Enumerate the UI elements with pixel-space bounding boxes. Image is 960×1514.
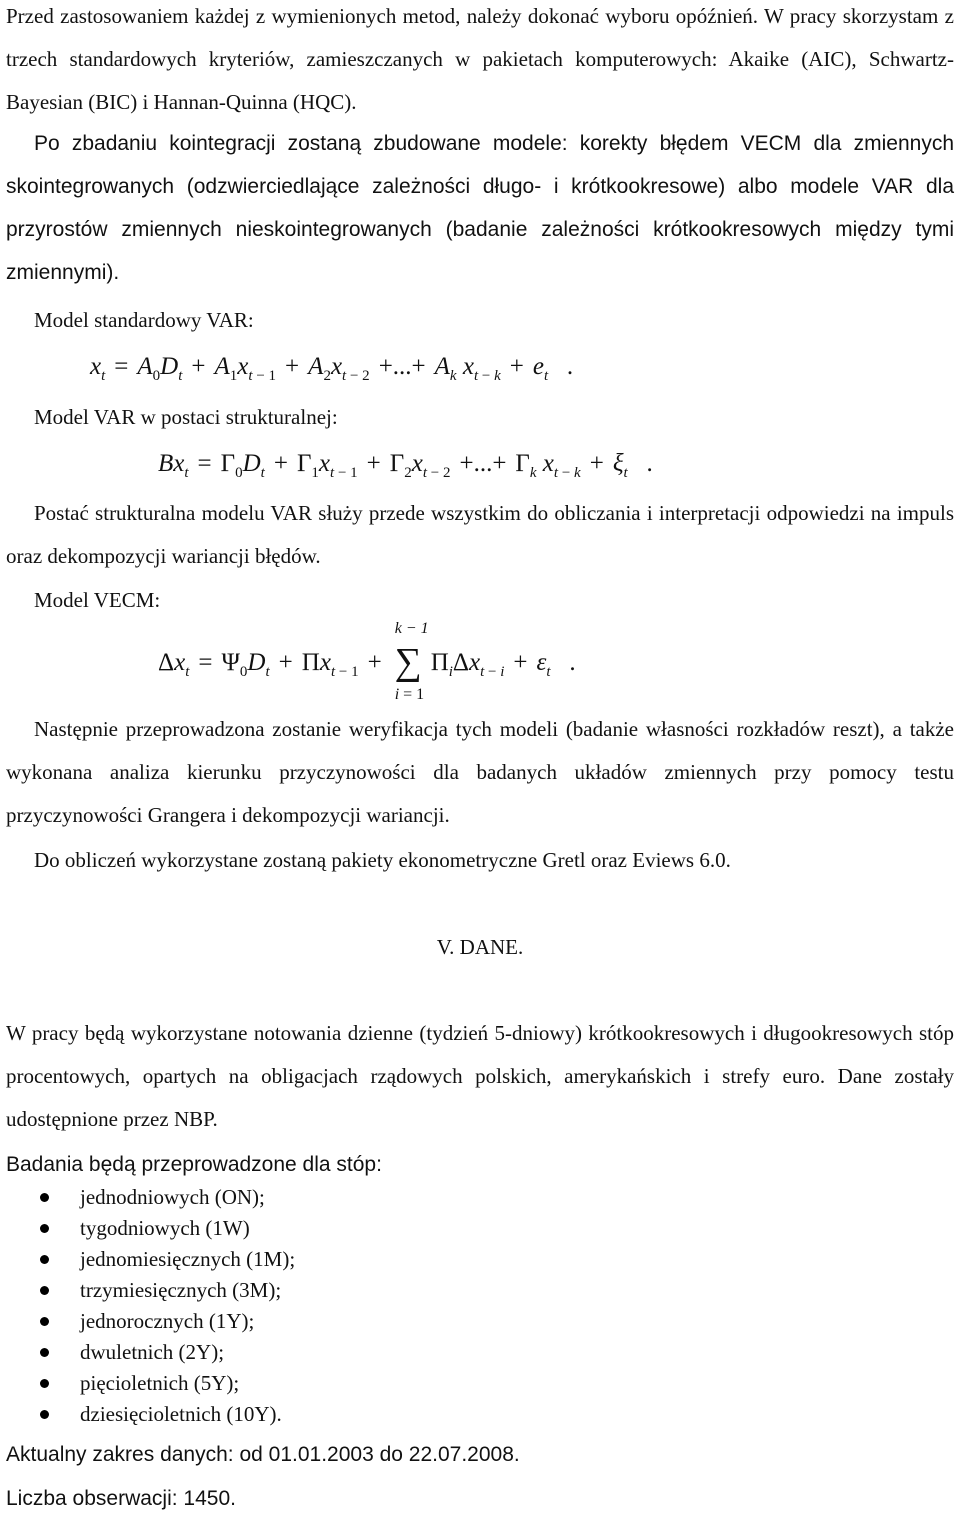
- paragraph-verification: Następnie przeprowadzona zostanie weryfikacja tych modeli (badanie własności rozkładów reszt), a także wykonana analiza kierunku przyczynowości dla badanych układów zmiennych przy pomocy testu przyczynowości Grangera i dekompozycji wariancji.: [6, 717, 954, 827]
- list-item: pięcioletnich (5Y);: [0, 1368, 295, 1399]
- label-standard-var: Model standardowy VAR:: [34, 308, 254, 332]
- bullet-icon: [40, 1193, 49, 1202]
- formula-structural-var: $Bx_t = \Gamma_0D_t + \Gamma_1x_{t - 1} + \Gamma_2x_{t - 2}$ +...+ $\Gamma_k$ $x_{t - k} + \xi_t$ .: [158, 450, 653, 481]
- label-vecm: Model VECM:: [34, 588, 161, 612]
- bullet-icon: [40, 1317, 49, 1326]
- list-item: dziesięcioletnich (10Y).: [0, 1399, 295, 1430]
- paragraph-lag-selection: Przed zastosowaniem każdej z wymienionych metod, należy dokonać wyboru opóźnień. W pracy skorzystam z trzech standardowych kryteriów, zamieszczanych w pakietach komputerowych: Akaike (AIC), Schwartz-Bayesian (BIC) i Hannan-Quinna (HQC).: [6, 4, 954, 114]
- paragraph-data: W pracy będą wykorzystane notowania dzienne (tydzień 5-dniowy) krótkookresowych i długookresowych stóp procentowych, opartych na obligacjach rządowych polskich, amerykańskich i strefy euro. Dane zostały udostępnione przez NBP.: [6, 1021, 954, 1131]
- list-item: jednomiesięcznych (1M);: [0, 1244, 295, 1275]
- bullet-icon: [40, 1255, 49, 1264]
- list-item: tygodniowych (1W): [0, 1213, 295, 1244]
- data-range: Aktualny zakres danych: od 01.01.2003 do 22.07.2008.: [6, 1443, 520, 1466]
- section-heading: V. DANE.: [436, 935, 524, 959]
- rates-list: [0, 1182, 295, 1430]
- label-structural-var: Model VAR w postaci strukturalnej:: [34, 405, 338, 429]
- bullet-icon: [40, 1348, 49, 1357]
- list-intro: Badania będą przeprowadzone dla stóp:: [6, 1153, 382, 1176]
- list-item: jednodniowych (ON);: [0, 1182, 295, 1213]
- formula-var: $x_t = A_0D_t + A_1x_{t - 1} + A_2x_{t - 2}$ +...+ $A_k$ $x_{t - k} + e_t$ .: [90, 353, 574, 384]
- formula-vecm: $\Delta x_t = \Psi_0D_t + \Pi x_{t - 1}$ + k − 1 ∑ i = 1 $\Pi_i\Delta x_{t - i} + \varepsilon_t$ .: [158, 620, 576, 703]
- bullet-icon: [40, 1286, 49, 1295]
- list-item: jednorocznych (1Y);: [0, 1306, 295, 1337]
- list-item: dwuletnich (2Y);: [0, 1337, 295, 1368]
- bullet-icon: [40, 1224, 49, 1233]
- list-item: trzymiesięcznych (3M);: [0, 1275, 295, 1306]
- paragraph-models: Po zbadaniu kointegracji zostaną zbudowane modele: korekty błędem VECM dla zmiennych skointegrowanych (odzwierciedlające zależności długo- i krótkookresowe) albo modele VAR dla przyrostów zmiennych nieskointegrowanych (badanie zależności krótkookresowych między tymi zmiennymi).: [6, 132, 954, 284]
- observation-count: Liczba obserwacji: 1450.: [6, 1487, 236, 1510]
- bullet-icon: [40, 1410, 49, 1419]
- paragraph-software: Do obliczeń wykorzystane zostaną pakiety ekonometryczne Gretl oraz Eviews 6.0.: [34, 848, 731, 872]
- bullet-icon: [40, 1379, 49, 1388]
- paragraph-structural-var: Postać strukturalna modelu VAR służy przede wszystkim do obliczania i interpretacji odpowiedzi na impuls oraz dekompozycji wariancji błędów.: [6, 501, 954, 568]
